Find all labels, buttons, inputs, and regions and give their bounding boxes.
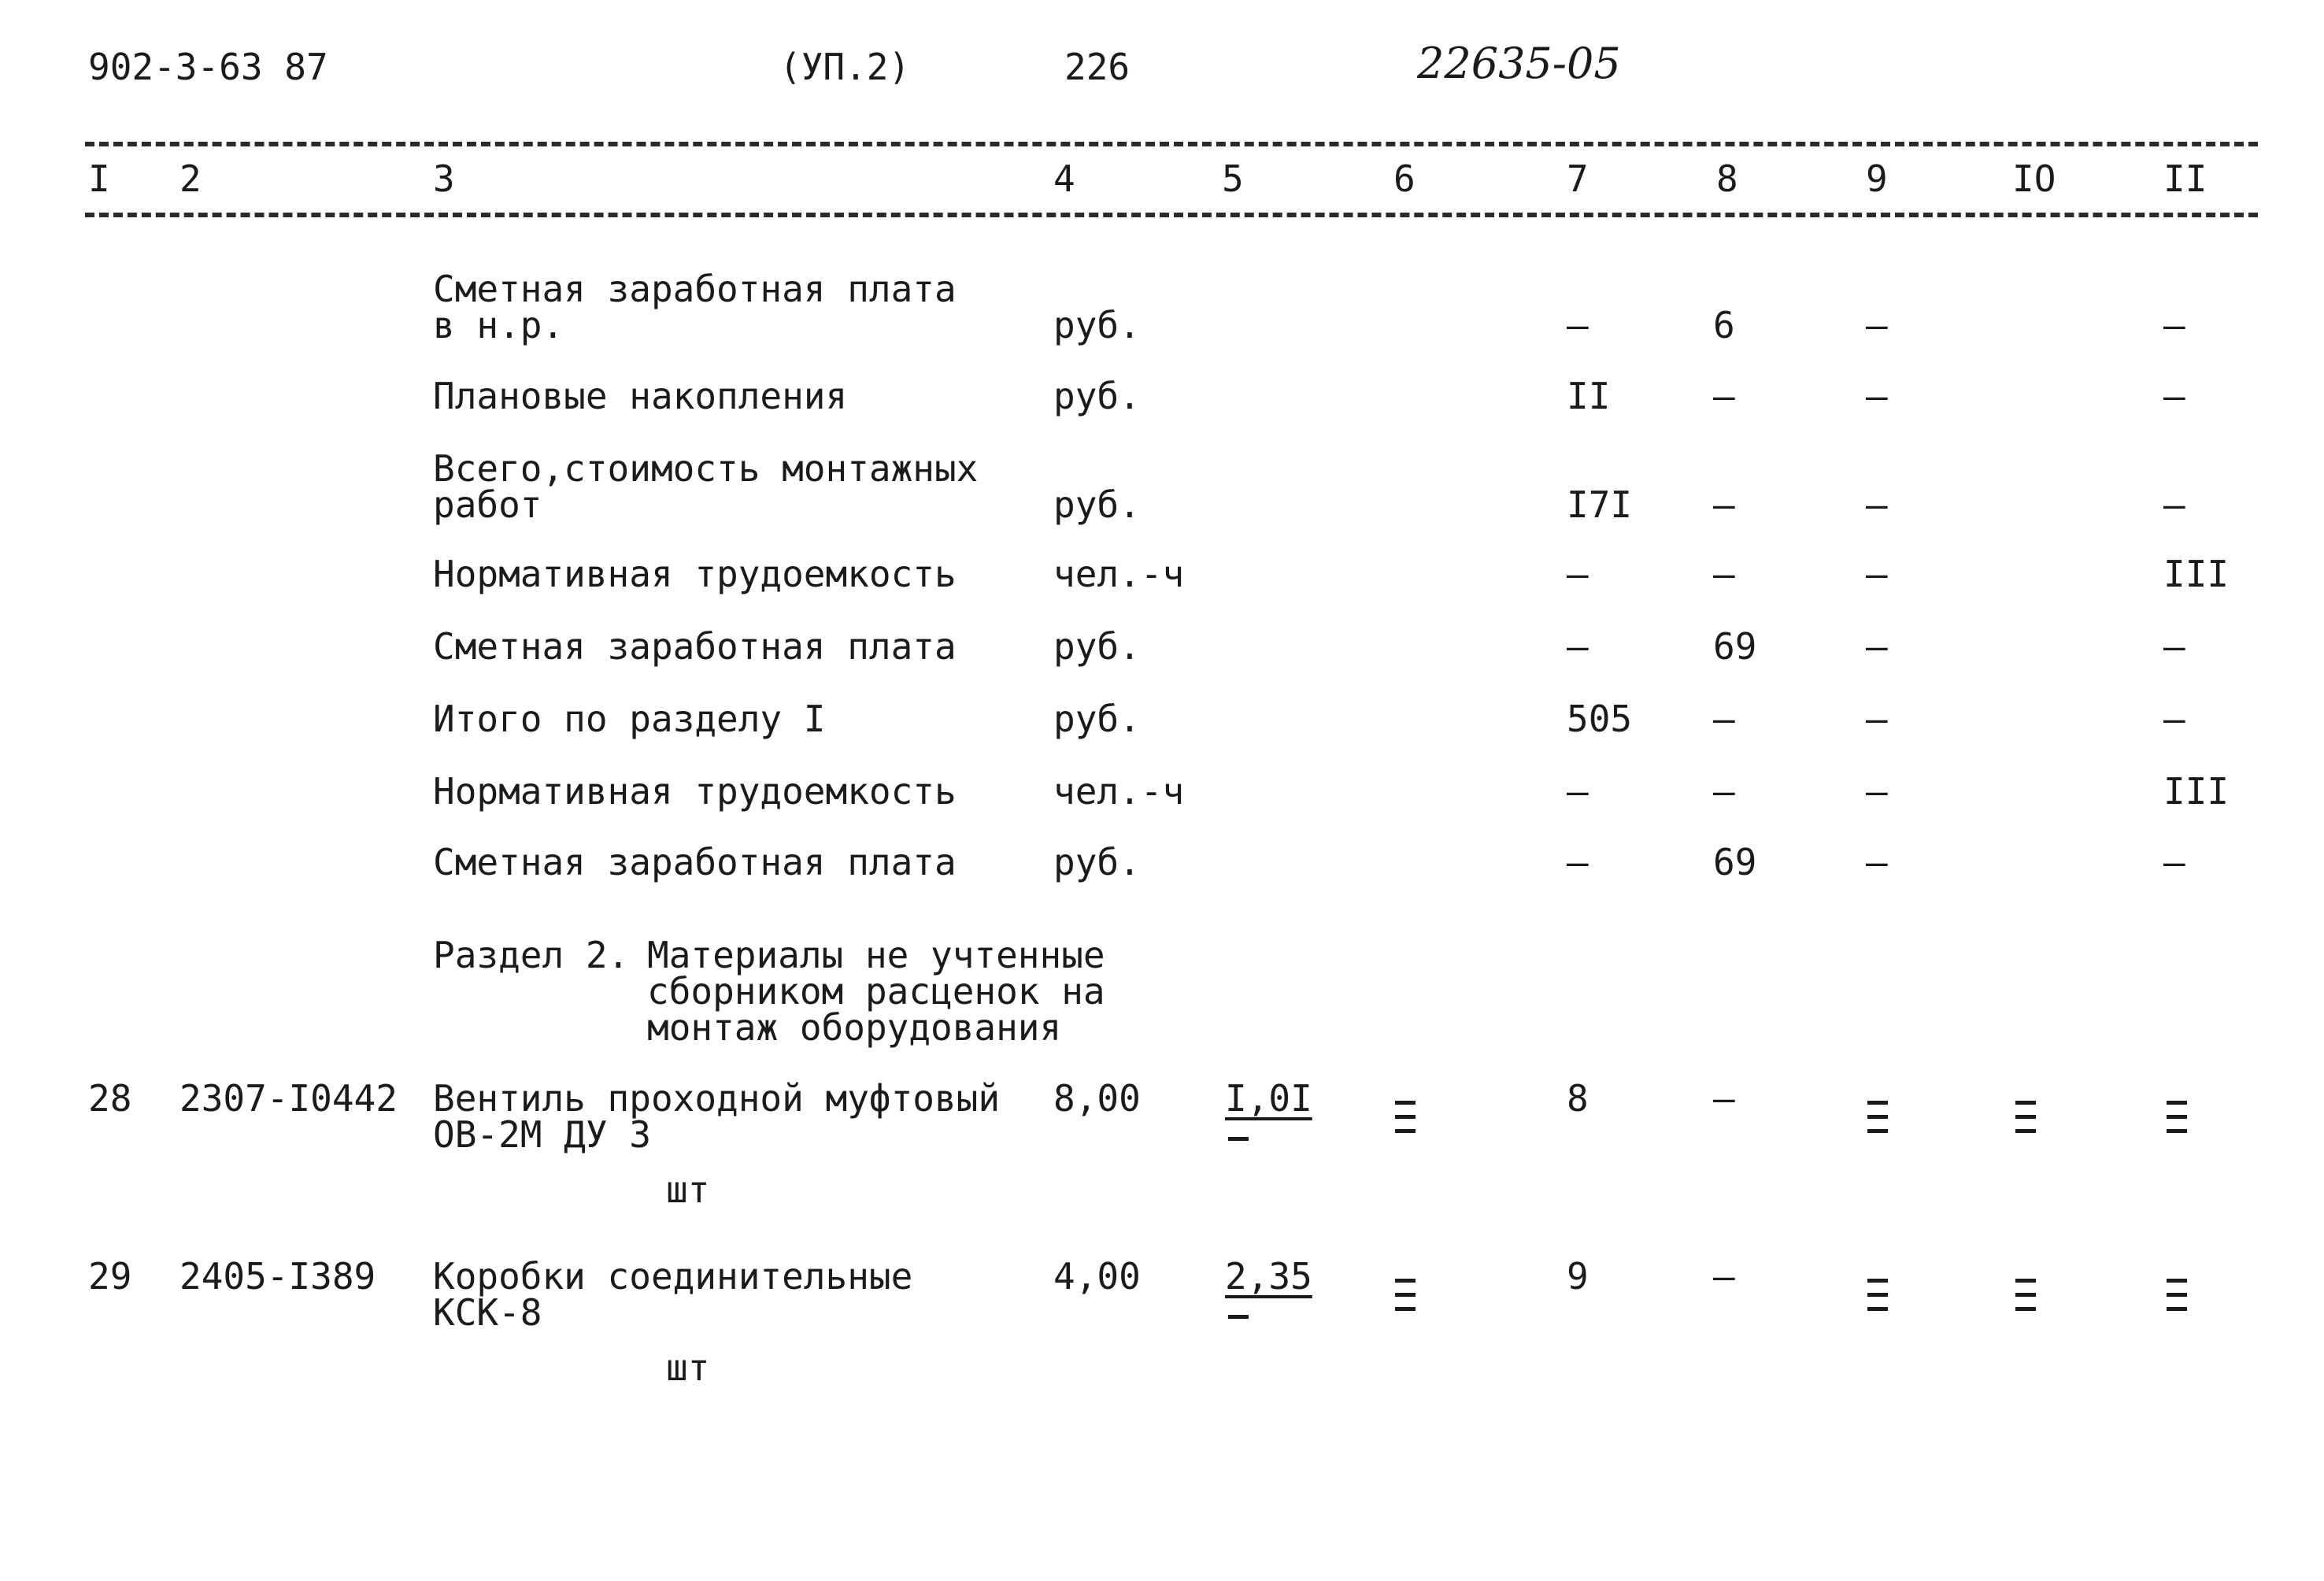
cell-col9: – — [1866, 770, 1888, 813]
column-header: 6 — [1393, 157, 1415, 200]
cell-col7: – — [1567, 841, 1589, 883]
column-header: 8 — [1716, 157, 1738, 200]
cell-col8: – — [1713, 1255, 1735, 1298]
item-unit: шт — [666, 1168, 710, 1211]
column-header: 3 — [433, 157, 455, 200]
column-header: IO — [2012, 157, 2056, 200]
cell-col7: – — [1567, 625, 1589, 668]
cell-col9: – — [1866, 304, 1888, 346]
item-quantity: 8,00 — [1053, 1077, 1141, 1120]
page-number: 226 — [1064, 46, 1131, 88]
column-header: I — [88, 157, 110, 200]
cell-col7: – — [1567, 304, 1589, 346]
row-name: Всего,стоимость монтажных работ — [433, 447, 979, 526]
cell-col7: 8 — [1567, 1077, 1589, 1120]
row-unit: чел.-ч — [1053, 553, 1185, 595]
column-header: 2 — [179, 157, 202, 200]
row-name: Итого по разделу I — [433, 698, 826, 740]
column-header: 4 — [1053, 157, 1075, 200]
row-unit: руб. — [1053, 375, 1141, 417]
item-quantity: 4,00 — [1053, 1255, 1141, 1298]
cell-col7: 505 — [1567, 698, 1633, 740]
cell-col8: – — [1713, 1077, 1735, 1120]
section-label: Раздел 2. — [433, 934, 630, 976]
cell-col8: 69 — [1713, 841, 1757, 883]
item-name: Вентиль проходной муфтовый ОВ-2М ДУ 3 — [433, 1077, 1001, 1156]
cell-col9: – — [1866, 841, 1888, 883]
cell-col11: III — [2163, 770, 2230, 813]
cell-col8: – — [1713, 483, 1735, 526]
item-code: 2405-I389 — [179, 1255, 376, 1298]
cell-col11: – — [2163, 841, 2185, 883]
column-header: 7 — [1567, 157, 1589, 200]
cell-col9: – — [1866, 553, 1888, 595]
cell-col11: – — [2163, 625, 2185, 668]
item-number: 29 — [88, 1255, 132, 1298]
row-unit: руб. — [1053, 625, 1141, 668]
item-name: Коробки соединительные КСК-8 — [433, 1255, 913, 1334]
cell-col7: – — [1567, 770, 1589, 813]
row-unit: руб. — [1053, 304, 1141, 346]
item-unit: шт — [666, 1346, 710, 1389]
cell-col11: – — [2163, 304, 2185, 346]
cell-col9: – — [1866, 698, 1888, 740]
item-code: 2307-I0442 — [179, 1077, 398, 1120]
cell-col9: – — [1866, 483, 1888, 526]
row-unit: руб. — [1053, 483, 1141, 526]
section-title: Материалы не учтенные сборником расценок на монтаж оборудования — [647, 934, 1105, 1049]
row-unit: руб. — [1053, 698, 1141, 740]
header-bottom-rule — [85, 213, 2258, 217]
cell-col11: – — [2163, 483, 2185, 526]
row-name: Сметная заработная плата — [433, 841, 957, 883]
row-name: Сметная заработная плата в н.р. — [433, 268, 957, 346]
volume-label: (УП.2) — [779, 46, 911, 88]
cell-col7: – — [1567, 553, 1589, 595]
cell-col8: 69 — [1713, 625, 1757, 668]
column-header: 9 — [1866, 157, 1888, 200]
header-top-rule — [85, 142, 2258, 146]
item-unit-price: I,0I — [1225, 1077, 1312, 1120]
cell-col11: III — [2163, 553, 2230, 595]
row-unit: руб. — [1053, 841, 1141, 883]
cell-col8: – — [1713, 553, 1735, 595]
row-name: Плановые накопления — [433, 375, 848, 417]
row-name: Сметная заработная плата — [433, 625, 957, 668]
column-header: 5 — [1222, 157, 1244, 200]
cell-col8: – — [1713, 770, 1735, 813]
item-unit-price: 2,35 — [1225, 1255, 1312, 1298]
cell-col7: I7I — [1567, 483, 1633, 526]
cell-col8: – — [1713, 375, 1735, 417]
cell-col9: – — [1866, 625, 1888, 668]
archive-number: 22635-05 — [1417, 39, 1621, 88]
cell-col9: – — [1866, 375, 1888, 417]
cell-col7: 9 — [1567, 1255, 1589, 1298]
row-name: Нормативная трудоемкость — [433, 553, 957, 595]
dash-mark — [1228, 1137, 1249, 1141]
dash-mark — [1228, 1315, 1249, 1319]
document-code: 902-3-63 87 — [88, 46, 328, 88]
cell-col11: – — [2163, 698, 2185, 740]
row-name: Нормативная трудоемкость — [433, 770, 957, 813]
cell-col11: – — [2163, 375, 2185, 417]
item-number: 28 — [88, 1077, 132, 1120]
cell-col8: – — [1713, 698, 1735, 740]
cell-col7: II — [1567, 375, 1611, 417]
row-unit: чел.-ч — [1053, 770, 1185, 813]
cell-col8: 6 — [1713, 304, 1735, 346]
column-header: II — [2163, 157, 2207, 200]
